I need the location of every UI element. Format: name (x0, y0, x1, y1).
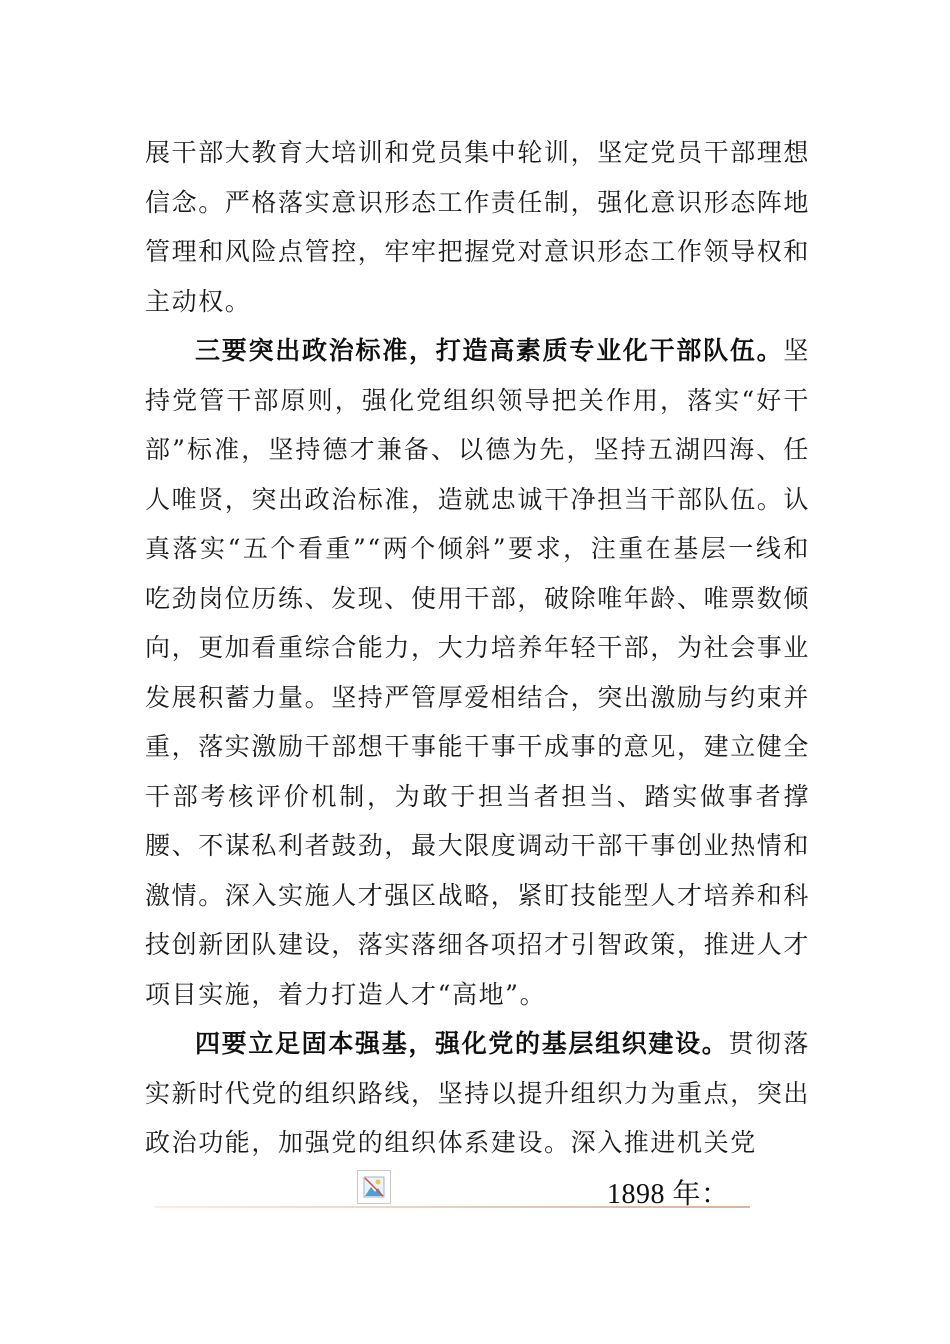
paragraph-3-heading: 四要立足固本强基，强化党的基层组织建设。 (195, 1029, 729, 1058)
paragraph-2-text: 坚持党管干部原则，强化党组织领导把关作用，落实“好干部”标准，坚持德才兼备、以德为先，坚持五湖四海、任人唯贤，突出政治标准，造就忠诚干净担当干部队伍。认真落实“五个看重”“两个倾斜”要求，注重在基层一线和吃劲岗位历练、发现、使用干部，破除唯年龄、唯票数倾向，更加看重综合能力，大力培养年轻干部，为社会事业发展积蓄力量。坚持严管厚爱相结合，突出激励与约束并重，落实激励干部想干事能干事干成事的意见，建立健全干部考核评价机制，为敢于担当者担当、踏实做事者撑腰、不谋私利者鼓劲，最大限度调动干部干事创业热情和激情。深入实施人才强区战略，紧盯技能型人才培养和科技创新团队建设，落实落细各项招才引智政策，推进人才项目实施，着力打造人才“高地”。 (145, 336, 811, 1009)
paragraph-3-text: 贯彻落实新时代党的组织路线，坚持以提升组织力为重点，突出政治功能，加强党的组织体系建设。深入推进机关党 (145, 1029, 811, 1157)
footer-year-text: 1898 年： (607, 1179, 730, 1210)
broken-image-glyph (363, 1176, 385, 1198)
page-footer (145, 1168, 810, 1218)
broken-image-icon (357, 1170, 391, 1204)
paragraph-2 (145, 326, 810, 1019)
paragraph-1 (145, 128, 810, 326)
paragraph-2-heading: 三要突出政治标准，打造高素质专业化干部队伍。 (195, 336, 784, 365)
document-body (145, 128, 810, 1168)
paragraph-3 (145, 1019, 810, 1168)
paragraph-1-text: 展干部大教育大培训和党员集中轮训，坚定党员干部理想信念。严格落实意识形态工作责任制，强化意识形态阵地管理和风险点管控，牢牢把握党对意识形态工作领导权和主动权。 (145, 138, 811, 316)
